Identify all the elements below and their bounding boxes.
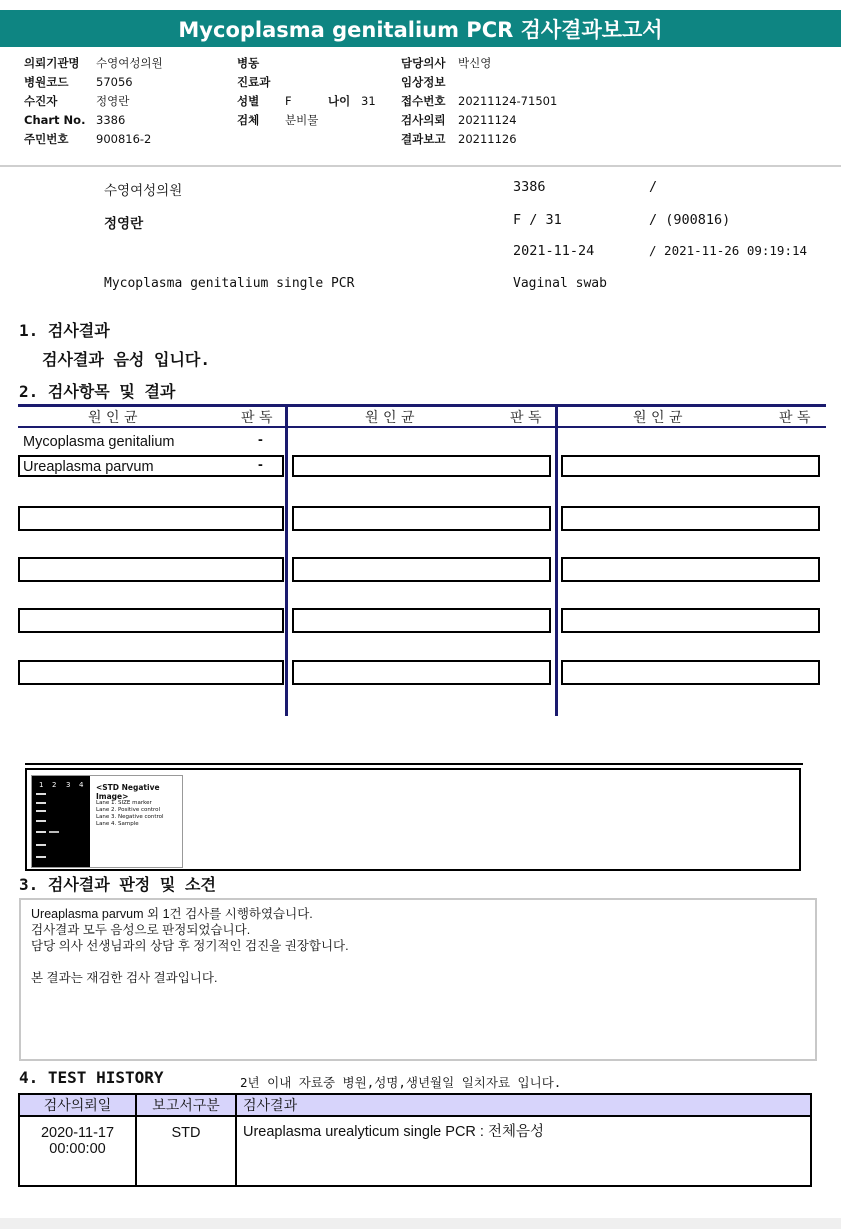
pathogen-name: Mycoplasma genitalium — [23, 434, 175, 450]
history-header-type: 보고서구분 — [136, 1094, 236, 1116]
header-value: 3386 — [96, 113, 126, 127]
header-value: 정영란 — [96, 94, 130, 108]
header-value: 수영여성의원 — [96, 56, 163, 70]
marker-band — [36, 793, 46, 795]
header-label: 검체 — [237, 113, 260, 127]
marker-band — [36, 810, 46, 812]
col-header-pathogen: 원 인 균 — [633, 410, 683, 426]
header-label: 임상정보 — [401, 75, 446, 89]
header-col1 — [24, 54, 163, 149]
opinion-line: Ureaplasma parvum 외 1건 검사를 시행하였습니다. — [31, 907, 313, 921]
result-cell — [18, 506, 284, 531]
gel-legend — [96, 800, 164, 828]
col-header-judgement: 판 독 — [241, 410, 273, 426]
result-cell — [18, 660, 284, 685]
age-label: 나이 — [328, 94, 351, 108]
section1-title: 1. 검사결과 — [19, 321, 110, 340]
table-row — [19, 1116, 811, 1186]
header-value: 57056 — [96, 75, 133, 89]
gel-legend-item: Lane 3. Negative control — [96, 814, 164, 820]
patient-reported-date: / 2021-11-26 09:19:14 — [649, 243, 808, 258]
pathogen-result: - — [258, 457, 263, 473]
header-value: 20211124-71501 — [458, 94, 558, 108]
age-value: 31 — [361, 94, 376, 108]
pathogen-name: Ureaplasma parvum — [23, 459, 154, 475]
result-cell — [561, 608, 820, 633]
lane-number: 4 — [79, 781, 84, 789]
test-name: Mycoplasma genitalium single PCR — [104, 276, 355, 291]
gel-lanes — [32, 776, 90, 867]
result-cell — [18, 557, 284, 582]
patient-sex-age: F / 31 — [513, 212, 562, 228]
history-type: STD — [136, 1116, 236, 1186]
history-time: 00:00:00 — [49, 1141, 106, 1157]
pathogen-result: - — [258, 432, 263, 448]
gel-legend-item: Lane 2. Positive control — [96, 807, 161, 813]
result-cell — [561, 557, 820, 582]
result-cell — [561, 506, 820, 531]
col-header-judgement: 판 독 — [510, 410, 542, 426]
marker-band — [36, 856, 46, 858]
gel-legend-item: Lane 1. SIZE marker — [96, 800, 152, 806]
history-note: 2년 이내 자료중 병원,성명,생년월일 일치자료 입니다. — [240, 1075, 562, 1090]
patient-slash: / — [649, 179, 658, 195]
history-header-result: 검사결과 — [236, 1094, 811, 1116]
col-header-pathogen: 원 인 균 — [88, 410, 138, 426]
header-value: 분비물 — [285, 113, 319, 127]
result-cell — [292, 660, 551, 685]
result-cell — [292, 506, 551, 531]
opinion-line: 검사결과 모두 음성으로 판정되었습니다. — [31, 923, 251, 937]
result-cell — [292, 455, 551, 477]
section3-title: 3. 검사결과 판정 및 소견 — [19, 875, 216, 894]
header-value: F — [285, 94, 292, 108]
history-table — [18, 1093, 812, 1187]
lane-number: 1 — [39, 781, 44, 789]
header-label: 주민번호 — [24, 132, 69, 146]
header-value: 20211126 — [458, 132, 517, 146]
opinion-line: 담당 의사 선생님과의 상담 후 정기적인 검진을 권장합니다. — [31, 939, 349, 953]
header-value: 20211124 — [458, 113, 517, 127]
result-cell — [292, 608, 551, 633]
gel-image — [31, 775, 183, 868]
history-header-date: 검사의뢰일 — [19, 1094, 136, 1116]
col-header-judgement: 판 독 — [779, 410, 811, 426]
gel-title: <STD Negative Image> — [96, 783, 160, 801]
positive-control-band — [49, 831, 59, 833]
header-value: 박신영 — [458, 56, 492, 70]
grid-column-rule — [555, 404, 558, 716]
patient-birth: / (900816) — [649, 212, 731, 228]
lane-number: 3 — [66, 781, 71, 789]
patient-chart: 3386 — [513, 179, 546, 195]
opinion-line — [31, 954, 805, 970]
header-label: 접수번호 — [401, 94, 446, 108]
gel-top-rule — [25, 763, 803, 765]
header-label: 의뢰기관명 — [24, 56, 80, 70]
result-summary: 검사결과 음성 입니다. — [42, 350, 211, 369]
header-value: 900816-2 — [96, 132, 152, 146]
report-title: Mycoplasma genitalium PCR 검사결과보고서 — [0, 10, 841, 47]
result-cell — [561, 660, 820, 685]
grid-column-rule — [285, 404, 288, 716]
header-col2 — [237, 54, 376, 130]
header-label: 검사의뢰 — [401, 113, 446, 127]
section4-title: 4. TEST HISTORY — [19, 1068, 164, 1087]
header-label: 수진자 — [24, 94, 58, 108]
header-label: 담당의사 — [401, 56, 446, 70]
result-cell — [18, 608, 284, 633]
grid-header-rule — [18, 426, 826, 428]
header-label: 병동 — [237, 56, 260, 70]
grid-top-rule — [18, 404, 826, 407]
header-col3 — [401, 54, 557, 149]
history-result: Ureaplasma urealyticum single PCR : 전체음성 — [236, 1116, 811, 1186]
section2-title: 2. 검사항목 및 결과 — [19, 382, 176, 401]
page-footer-band — [0, 1218, 841, 1229]
marker-band — [36, 831, 46, 833]
result-cell — [561, 455, 820, 477]
result-cell — [292, 557, 551, 582]
marker-band — [36, 802, 46, 804]
header-label: 성별 — [237, 94, 260, 108]
header-label: 결과보고 — [401, 132, 446, 146]
header-label: Chart No. — [24, 113, 86, 127]
header-label: 병원코드 — [24, 75, 69, 89]
marker-band — [36, 844, 46, 846]
history-date: 2020-11-17 — [40, 1125, 115, 1141]
history-date-cell — [19, 1116, 136, 1186]
patient-received-date: 2021-11-24 — [513, 243, 595, 259]
specimen: Vaginal swab — [513, 276, 607, 291]
header-divider — [0, 165, 841, 167]
col-header-pathogen: 원 인 균 — [365, 410, 415, 426]
header-label: 진료과 — [237, 75, 271, 89]
marker-band — [36, 820, 46, 822]
opinion-box — [19, 898, 817, 1061]
patient-clinic: 수영여성의원 — [104, 183, 183, 199]
opinion-line: 본 결과는 재검한 검사 결과입니다. — [31, 971, 218, 985]
gel-legend-item: Lane 4. Sample — [96, 821, 139, 827]
history-header-row — [19, 1094, 811, 1116]
patient-name: 정영란 — [104, 216, 144, 232]
lane-number: 2 — [52, 781, 57, 789]
